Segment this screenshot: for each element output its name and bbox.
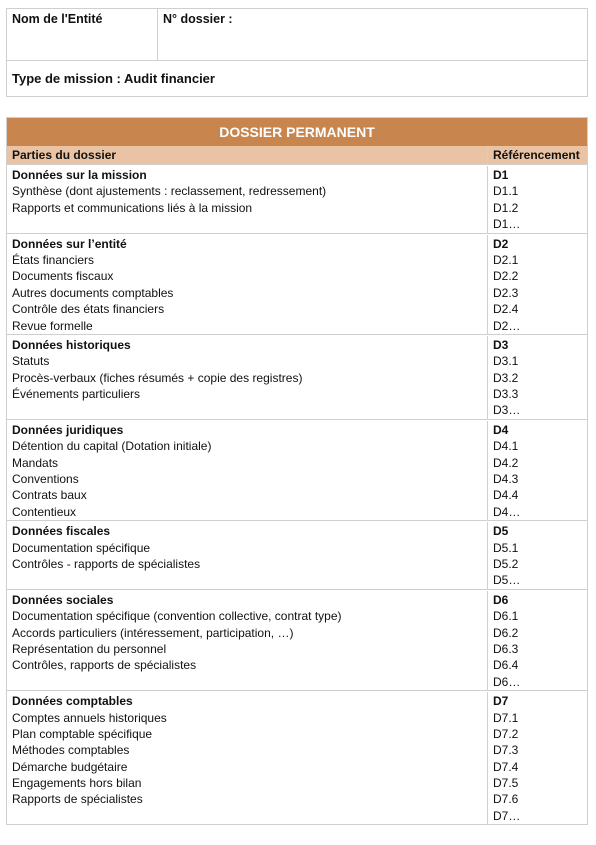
- item-label: Contentieux: [12, 504, 77, 519]
- section-ref-cell: [488, 522, 587, 589]
- item-ref: D1.1: [493, 184, 519, 199]
- section-parts-cell: [7, 522, 488, 589]
- item-ref: D4.1: [493, 439, 519, 454]
- item-label: Contrats baux: [12, 488, 87, 503]
- item-ref: D6…: [493, 674, 521, 689]
- item-label: Rapports et communications liés à la mission: [12, 200, 253, 215]
- section-ref: D6: [493, 592, 509, 607]
- item-ref: D3.2: [493, 370, 519, 385]
- section-parts-cell: [7, 235, 488, 334]
- item-label: Représentation du personnel: [12, 641, 167, 656]
- section-ref-cell: [488, 692, 587, 824]
- section-row: [7, 334, 587, 419]
- section-title: Données historiques: [12, 337, 131, 352]
- item-label: Documentation spécifique: [12, 540, 151, 555]
- entity-name-label: Nom de l'Entité: [7, 9, 158, 60]
- section-ref: D2: [493, 236, 509, 251]
- dossier-title: DOSSIER PERMANENT: [7, 118, 587, 146]
- item-ref: D4.2: [493, 455, 519, 470]
- item-ref: D3…: [493, 403, 521, 418]
- section-ref-cell: [488, 166, 587, 233]
- section-ref: D5: [493, 524, 509, 539]
- header-row-entity: [7, 9, 587, 61]
- section-parts-cell: [7, 591, 488, 690]
- item-ref: D7.4: [493, 759, 519, 774]
- section-parts-cell: [7, 166, 488, 233]
- item-label: Contrôle des états financiers: [12, 302, 165, 317]
- item-label: [12, 674, 487, 690]
- section-title: Données sur la mission: [12, 168, 147, 182]
- dossier-table: [6, 117, 588, 825]
- item-ref: D2.4: [493, 302, 519, 317]
- section-parts-cell: [7, 336, 488, 419]
- header-box: [6, 8, 588, 97]
- item-ref: D2…: [493, 318, 521, 333]
- item-ref: D7.3: [493, 743, 519, 758]
- item-ref: D4…: [493, 504, 521, 519]
- item-ref: D6.3: [493, 641, 519, 656]
- section-row: [7, 164, 587, 233]
- section-ref: D4: [493, 422, 509, 437]
- item-label: Engagements hors bilan: [12, 776, 142, 791]
- item-label: [12, 572, 487, 588]
- item-ref: D1…: [493, 217, 521, 232]
- section-parts-cell: [7, 692, 488, 824]
- item-ref: D5…: [493, 573, 521, 588]
- section-title: Données fiscales: [12, 524, 111, 539]
- section-title: Données comptables: [12, 694, 133, 709]
- section-ref-cell: [488, 336, 587, 419]
- item-ref: D2.3: [493, 285, 519, 300]
- item-ref: D1.2: [493, 200, 519, 215]
- item-ref: D7.6: [493, 792, 519, 807]
- item-label: [12, 808, 487, 824]
- item-label: [12, 402, 487, 418]
- item-label: Revue formelle: [12, 318, 93, 333]
- item-ref: D4.3: [493, 472, 519, 487]
- section-row: [7, 589, 587, 690]
- column-header-row: [7, 146, 587, 164]
- section-row: [7, 520, 587, 589]
- dossier-number-label: N° dossier :: [163, 12, 233, 26]
- section-title: Données sur l’entité: [12, 236, 127, 251]
- item-label: Démarche budgétaire: [12, 759, 128, 774]
- item-label: Documentation spécifique (convention collective, contrat type): [12, 609, 342, 624]
- item-label: Contrôles, rapports de spécialistes: [12, 658, 197, 673]
- column-header-parts: Parties du dossier: [7, 146, 488, 164]
- item-label: Méthodes comptables: [12, 743, 130, 758]
- section-ref: D1: [493, 168, 509, 182]
- item-label: Conventions: [12, 472, 79, 487]
- item-label: [12, 216, 487, 232]
- item-label: Contrôles - rapports de spécialistes: [12, 556, 201, 571]
- item-label: Synthèse (dont ajustements : reclassement, redressement): [12, 184, 327, 199]
- sections-container: [7, 164, 587, 824]
- item-ref: D2.2: [493, 269, 519, 284]
- item-ref: D4.4: [493, 488, 519, 503]
- item-ref: D6.4: [493, 658, 519, 673]
- item-ref: D6.2: [493, 625, 519, 640]
- item-label: États financiers: [12, 252, 95, 267]
- item-ref: D3.1: [493, 354, 519, 369]
- section-title: Données juridiques: [12, 422, 124, 437]
- section-ref: D3: [493, 337, 509, 352]
- item-label: Plan comptable spécifique: [12, 726, 153, 741]
- item-label: Documents fiscaux: [12, 269, 114, 284]
- section-ref-cell: [488, 421, 587, 520]
- item-label: Autres documents comptables: [12, 285, 174, 300]
- item-ref: D5.1: [493, 540, 519, 555]
- item-label: Rapports de spécialistes: [12, 792, 143, 807]
- item-label: Événements particuliers: [12, 387, 141, 402]
- item-label: Statuts: [12, 354, 50, 369]
- item-ref: D3.3: [493, 387, 519, 402]
- section-ref-cell: [488, 591, 587, 690]
- item-label: Détention du capital (Dotation initiale): [12, 439, 212, 454]
- section-ref: D7: [493, 694, 509, 709]
- mission-type-label: Type de mission : Audit financier: [12, 71, 215, 86]
- item-ref: D7.1: [493, 710, 519, 725]
- item-ref: D2.1: [493, 252, 519, 267]
- item-ref: D6.1: [493, 609, 519, 624]
- item-label: Procès-verbaux (fiches résumés + copie des registres): [12, 370, 303, 385]
- section-row: [7, 690, 587, 824]
- item-label: Mandats: [12, 455, 59, 470]
- section-parts-cell: [7, 421, 488, 520]
- section-row: [7, 419, 587, 520]
- item-ref: D7.2: [493, 726, 519, 741]
- section-ref-cell: [488, 235, 587, 334]
- item-ref: D5.2: [493, 556, 519, 571]
- column-header-ref: Référencement: [493, 148, 580, 162]
- section-title: Données sociales: [12, 592, 114, 607]
- section-row: [7, 233, 587, 334]
- item-ref: D7…: [493, 808, 521, 823]
- item-ref: D7.5: [493, 776, 519, 791]
- item-label: Accords particuliers (intéressement, participation, …): [12, 625, 294, 640]
- item-label: Comptes annuels historiques: [12, 710, 167, 725]
